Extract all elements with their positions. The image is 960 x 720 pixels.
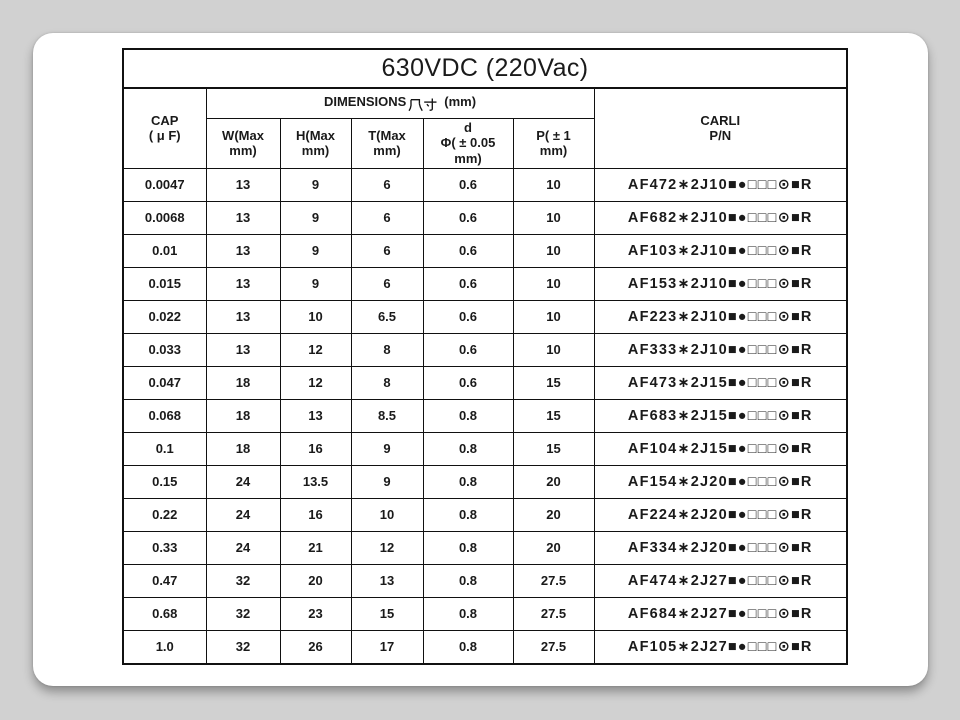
d-label: d (464, 120, 472, 135)
pitch-cell: 10 (513, 201, 594, 234)
part-number-cell: AF223∗2J10■●□□□⊙■R (594, 300, 847, 333)
table-row (123, 399, 847, 432)
dimensions-label: DIMENSIONS (323, 94, 407, 110)
table-row (123, 498, 847, 531)
width-cell: 24 (206, 498, 280, 531)
thickness-cell: 15 (351, 597, 423, 630)
lead-diameter-cell: 0.6 (423, 366, 513, 399)
height-cell: 9 (280, 234, 351, 267)
slide-card (33, 33, 928, 686)
w-label: W(Max (222, 127, 264, 143)
cap-cell: 0.047 (123, 366, 206, 399)
cap-cell: 0.1 (123, 432, 206, 465)
lead-diameter-cell: 0.6 (423, 234, 513, 267)
table-row (123, 564, 847, 597)
cap-label: CAP (151, 112, 179, 128)
pitch-cell: 15 (513, 432, 594, 465)
pitch-cell: 10 (513, 168, 594, 201)
cap-cell: 0.033 (123, 333, 206, 366)
t-label: T(Max (368, 127, 406, 143)
h-label: H(Max (295, 127, 335, 143)
height-cell: 13.5 (280, 465, 351, 498)
table-row (123, 531, 847, 564)
table-row (123, 234, 847, 267)
table-row (123, 597, 847, 630)
cjk-cun-icon (423, 97, 438, 112)
spec-table (122, 48, 848, 665)
cap-cell: 0.01 (123, 234, 206, 267)
lead-diameter-cell: 0.8 (423, 465, 513, 498)
cjk-chicun-glyphs (408, 96, 438, 112)
lead-diameter-cell: 0.8 (423, 399, 513, 432)
lead-diameter-cell: 0.8 (423, 432, 513, 465)
thickness-cell: 9 (351, 432, 423, 465)
cap-cell: 0.015 (123, 267, 206, 300)
cap-cell: 0.068 (123, 399, 206, 432)
carli-pn-label: P/N (709, 128, 732, 144)
part-number-cell: AF334∗2J20■●□□□⊙■R (594, 531, 847, 564)
pitch-cell: 20 (513, 465, 594, 498)
width-cell: 13 (206, 333, 280, 366)
carli-label: CARLI (700, 112, 741, 128)
lead-diameter-cell: 0.8 (423, 498, 513, 531)
col-header-p (513, 118, 594, 168)
cap-cell: 1.0 (123, 630, 206, 664)
cap-cell: 0.33 (123, 531, 206, 564)
cap-cell: 0.0068 (123, 201, 206, 234)
width-cell: 13 (206, 201, 280, 234)
height-cell: 10 (280, 300, 351, 333)
cap-cell: 0.0047 (123, 168, 206, 201)
width-cell: 13 (206, 267, 280, 300)
width-cell: 13 (206, 168, 280, 201)
thickness-cell: 9 (351, 465, 423, 498)
thickness-cell: 10 (351, 498, 423, 531)
h-unit: mm) (301, 143, 330, 158)
pitch-cell: 27.5 (513, 630, 594, 664)
pitch-cell: 10 (513, 300, 594, 333)
thickness-cell: 6 (351, 234, 423, 267)
table-body (123, 168, 847, 664)
thickness-cell: 17 (351, 630, 423, 664)
t-unit: mm) (373, 143, 401, 158)
pitch-cell: 15 (513, 366, 594, 399)
cap-cell: 0.47 (123, 564, 206, 597)
width-cell: 13 (206, 300, 280, 333)
col-header-cap (123, 88, 206, 168)
height-cell: 26 (280, 630, 351, 664)
cap-unit-label: ( μ F) (148, 128, 181, 144)
header-group-row (123, 88, 847, 118)
pitch-cell: 27.5 (513, 597, 594, 630)
part-number-cell: AF684∗2J27■●□□□⊙■R (594, 597, 847, 630)
d-unit: mm) (454, 150, 482, 166)
part-number-cell: AF153∗2J10■●□□□⊙■R (594, 267, 847, 300)
lead-diameter-cell: 0.6 (423, 168, 513, 201)
part-number-cell: AF473∗2J15■●□□□⊙■R (594, 366, 847, 399)
lead-diameter-cell: 0.6 (423, 333, 513, 366)
width-cell: 32 (206, 630, 280, 664)
thickness-cell: 6 (351, 168, 423, 201)
part-number-cell: AF105∗2J27■●□□□⊙■R (594, 630, 847, 664)
table-title: 630VDC (220Vac) (123, 49, 847, 88)
width-cell: 18 (206, 366, 280, 399)
d-tolerance: Φ( ± 0.05 (440, 135, 496, 151)
cjk-chi-icon (408, 97, 423, 112)
col-header-t (351, 118, 423, 168)
width-cell: 24 (206, 531, 280, 564)
width-cell: 32 (206, 564, 280, 597)
part-number-cell: AF154∗2J20■●□□□⊙■R (594, 465, 847, 498)
height-cell: 16 (280, 432, 351, 465)
part-number-cell: AF104∗2J15■●□□□⊙■R (594, 432, 847, 465)
col-group-dimensions (206, 88, 594, 118)
dimensions-unit: (mm) (444, 94, 477, 110)
cap-cell: 0.68 (123, 597, 206, 630)
cap-cell: 0.022 (123, 300, 206, 333)
table-row (123, 300, 847, 333)
table-row (123, 168, 847, 201)
height-cell: 20 (280, 564, 351, 597)
title-row (123, 49, 847, 88)
height-cell: 9 (280, 168, 351, 201)
thickness-cell: 13 (351, 564, 423, 597)
pitch-cell: 10 (513, 267, 594, 300)
width-cell: 18 (206, 432, 280, 465)
w-unit: mm) (229, 143, 257, 158)
pitch-cell: 10 (513, 234, 594, 267)
width-cell: 18 (206, 399, 280, 432)
part-number-cell: AF474∗2J27■●□□□⊙■R (594, 564, 847, 597)
lead-diameter-cell: 0.8 (423, 630, 513, 664)
thickness-cell: 12 (351, 531, 423, 564)
thickness-cell: 8 (351, 366, 423, 399)
part-number-cell: AF682∗2J10■●□□□⊙■R (594, 201, 847, 234)
height-cell: 13 (280, 399, 351, 432)
cap-cell: 0.15 (123, 465, 206, 498)
part-number-cell: AF683∗2J15■●□□□⊙■R (594, 399, 847, 432)
col-header-w (206, 118, 280, 168)
lead-diameter-cell: 0.8 (423, 531, 513, 564)
col-header-carli (594, 88, 847, 168)
table-row (123, 267, 847, 300)
height-cell: 9 (280, 201, 351, 234)
height-cell: 9 (280, 267, 351, 300)
table-row (123, 366, 847, 399)
height-cell: 12 (280, 366, 351, 399)
height-cell: 21 (280, 531, 351, 564)
lead-diameter-cell: 0.8 (423, 597, 513, 630)
thickness-cell: 8 (351, 333, 423, 366)
p-unit: mm) (539, 143, 568, 158)
thickness-cell: 6.5 (351, 300, 423, 333)
table-row (123, 333, 847, 366)
col-header-d (423, 118, 513, 168)
width-cell: 13 (206, 234, 280, 267)
height-cell: 16 (280, 498, 351, 531)
lead-diameter-cell: 0.6 (423, 267, 513, 300)
part-number-cell: AF333∗2J10■●□□□⊙■R (594, 333, 847, 366)
part-number-cell: AF224∗2J20■●□□□⊙■R (594, 498, 847, 531)
thickness-cell: 8.5 (351, 399, 423, 432)
table-row (123, 465, 847, 498)
part-number-cell: AF103∗2J10■●□□□⊙■R (594, 234, 847, 267)
pitch-cell: 20 (513, 498, 594, 531)
col-header-h (280, 118, 351, 168)
lead-diameter-cell: 0.6 (423, 201, 513, 234)
table-row (123, 201, 847, 234)
p-label: P( ± 1 (536, 127, 571, 143)
height-cell: 12 (280, 333, 351, 366)
pitch-cell: 15 (513, 399, 594, 432)
lead-diameter-cell: 0.6 (423, 300, 513, 333)
cap-cell: 0.22 (123, 498, 206, 531)
width-cell: 24 (206, 465, 280, 498)
height-cell: 23 (280, 597, 351, 630)
thickness-cell: 6 (351, 201, 423, 234)
part-number-cell: AF472∗2J10■●□□□⊙■R (594, 168, 847, 201)
thickness-cell: 6 (351, 267, 423, 300)
pitch-cell: 27.5 (513, 564, 594, 597)
table-row (123, 432, 847, 465)
lead-diameter-cell: 0.8 (423, 564, 513, 597)
pitch-cell: 10 (513, 333, 594, 366)
pitch-cell: 20 (513, 531, 594, 564)
table-row (123, 630, 847, 664)
width-cell: 32 (206, 597, 280, 630)
